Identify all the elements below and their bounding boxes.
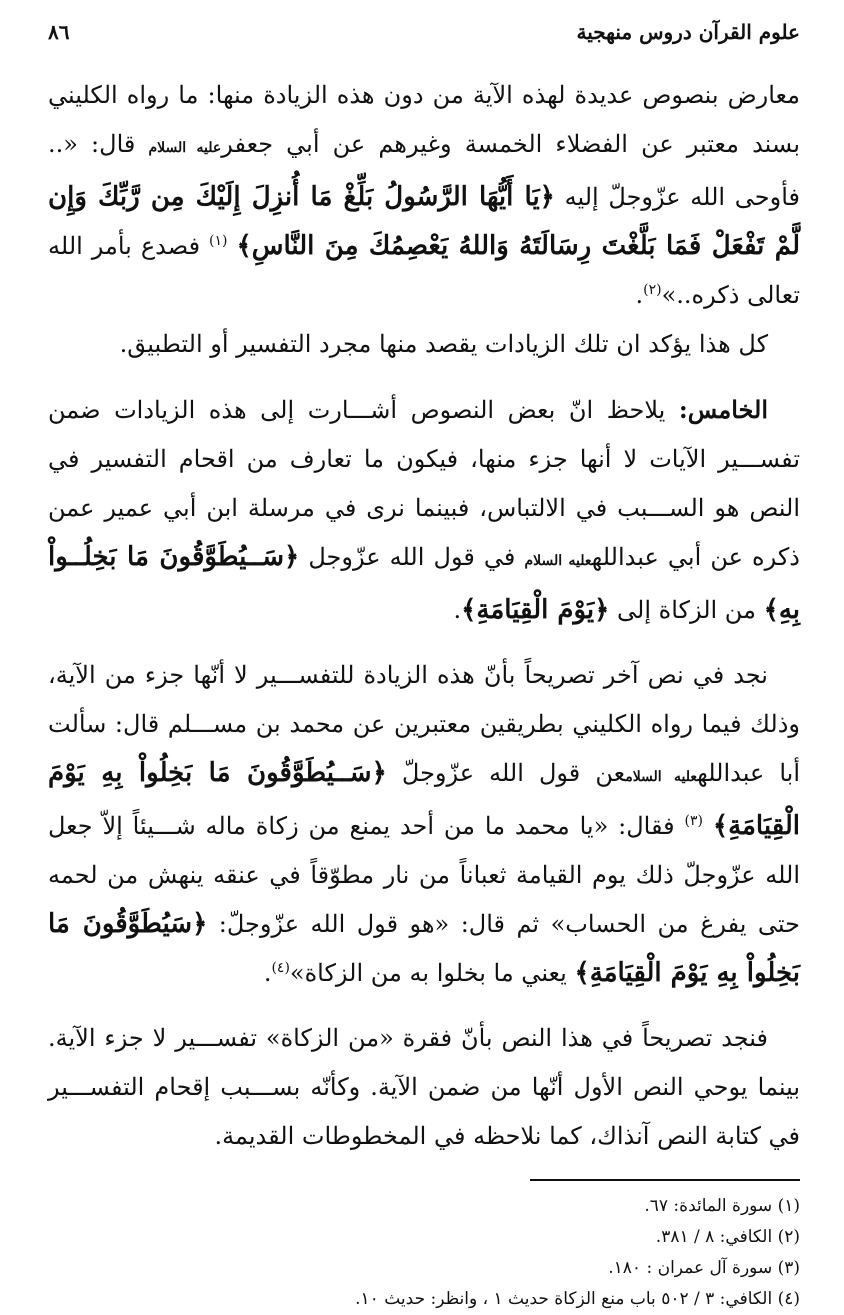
footnote-2: (٢) الكافي: ٨ / ٣٨١. [655,1227,800,1247]
paragraph-1: معارض بنصوص عديدة لهذه الآية من دون هذه الزيادة منها: ما رواه الكليني بسند معتبر عن الفضلاء الخمسة وغيرهم عن أبي جعفرعليه السلام قال: «.. فأوحى الله عزّوجلّ إليه ﴿يَا أَيُّهَا الرَّسُولُ بَلِّغْ مَا أُنزِلَ إِلَيْكَ مِن رَّبِّكَ وَإِن لَّمْ تَفْعَلْ فَمَا بَلَّغْتَ رِسَالَتَهُ وَاللهُ يَعْصِمُكَ مِنَ النَّاسِ﴾ $^{(١)}$ فصدع بأمر الله تعالى ذكره..»$^{(٢)}$. [48,81,800,309]
p3-text-4: . [453,596,462,624]
footnote-3: (٣) سورة آل عمران : ١٨٠. [608,1258,800,1278]
quran-verse: ﴿سَــيُطَوَّقُونَ مَا بَخِلُواْ بِهِ يَوْمَ الْقِيَامَةِ﴾ [48,758,800,841]
footnote-4: (٤) الكافي: ٣ / ٥٠٢ باب منع الزكاة حديث ١ ، وانظر: حديث ١٠. [355,1289,800,1309]
paragraph-2: كل هذا يؤكد ان تلك الزيادات يقصد منها مجرد التفسير أو التطبيق. [119,330,768,358]
p4-text-1: نجد في نص آخر تصريحاً بأنّ هذه الزيادة للتفســـير لا أنّها جزء من الآية، وذلك فيما رواه الكليني بطريقين معتبرين عن محمد بن مســـلم قال: سألت أبا عبدالله [48,661,801,787]
footnote-ref: (٤) [271,960,290,976]
p3-text-3: من الزكاة إلى [617,596,756,624]
footnotes [48,1191,800,1315]
footnote-ref: (٢) [643,282,662,298]
honorific-mark: عليه السلام [625,769,698,785]
paragraph-3 [48,385,800,635]
p1-text-2: قال: «.. فأوحى الله عزّوجلّ إليه [48,130,800,211]
honorific-mark: عليه السلام [524,553,592,569]
footnote-divider [530,1179,800,1181]
p4-text-2: عن قول الله عزّوجلّ [401,759,626,787]
p3-text-1: يلاحظ انّ بعض النصوص أشـــارت إلى هذه الزيادات ضمن تفســـير الآيات لا أنها جزء منها، فيكون ما تعارف من اقحام التفسير في النص هو الســـبب في الالتباس، فبينما نرى في مرسلة ابن أبي عمير عمن ذكره عن أبي عبدالله [48,396,800,571]
quran-verse: ﴿سَــيُطَوَّقُونَ مَا بَخِلُــواْ بِهِ﴾ [48,542,800,625]
quran-verse: ﴿سَيُطَوَّقُونَ مَا بَخِلُواْ بِهِ يَوْمَ الْقِيَامَةِ﴾ [48,909,800,988]
p4-text-5: . [263,959,272,987]
paragraph-4 [48,651,800,998]
section-label: الخامس: [678,395,768,424]
p4-text-4: يعني ما بخلوا به من الزكاة» [289,959,567,987]
quran-verse: ﴿يَوْمَ الْقِيَامَةِ﴾ [461,595,610,625]
page-number: ٨٦ [48,20,70,44]
honorific-mark: عليه السلام [148,140,222,156]
book-page [48,20,801,1309]
header-title: علوم القرآن دروس منهجية [576,20,800,44]
running-header [48,20,800,55]
p4-text-3: فقال: «يا محمد ما من أحد يمنع من زكاة ماله شـــيئاً إلاّ جعل الله عزّوجلّ ذلك يوم القيامة ثعباناً من نار مطوّقاً في عنقه ينهش من لحمه حتى يفرغ من الحساب» ثم قال: «هو قول الله عزّوجلّ: [48,812,800,938]
main-text [48,71,800,1161]
footnote-1: (١) سورة المائدة: ٦٧. [644,1196,800,1216]
footnote-ref: (١) [209,233,228,249]
quran-verse: ﴿يَا أَيُّهَا الرَّسُولُ بَلِّغْ مَا أُنزِلَ إِلَيْكَ مِن رَّبِّكَ وَإِن لَّمْ تَفْعَلْ فَمَا بَلَّغْتَ رِسَالَتَهُ وَاللهُ يَعْصِمُكَ مِنَ النَّاسِ﴾ [48,182,800,261]
p1-text-3: فصدع بأمر الله تعالى ذكره..» [48,232,800,309]
p1-text-1: معارض بنصوص عديدة لهذه الآية من دون هذه الزيادة منها: ما رواه الكليني بسند معتبر عن الفضلاء الخمسة وغيرهم عن أبي جعفر [48,81,800,158]
p3-text-2: في قول الله عزّوجل [308,543,516,571]
footnote-ref: (٣) [684,813,703,829]
paragraph-5: فنجد تصريحاً في هذا النص بأنّ فقرة «من الزكاة» تفســـير لا جزء الآية. بينما يوحي النص الأول أنّها من ضمن الآية. وكأنّه بســـبب إقحام التفســـير في كتابة النص آنذاك، كما نلاحظه في المخطوطات القديمة. [48,1024,800,1150]
